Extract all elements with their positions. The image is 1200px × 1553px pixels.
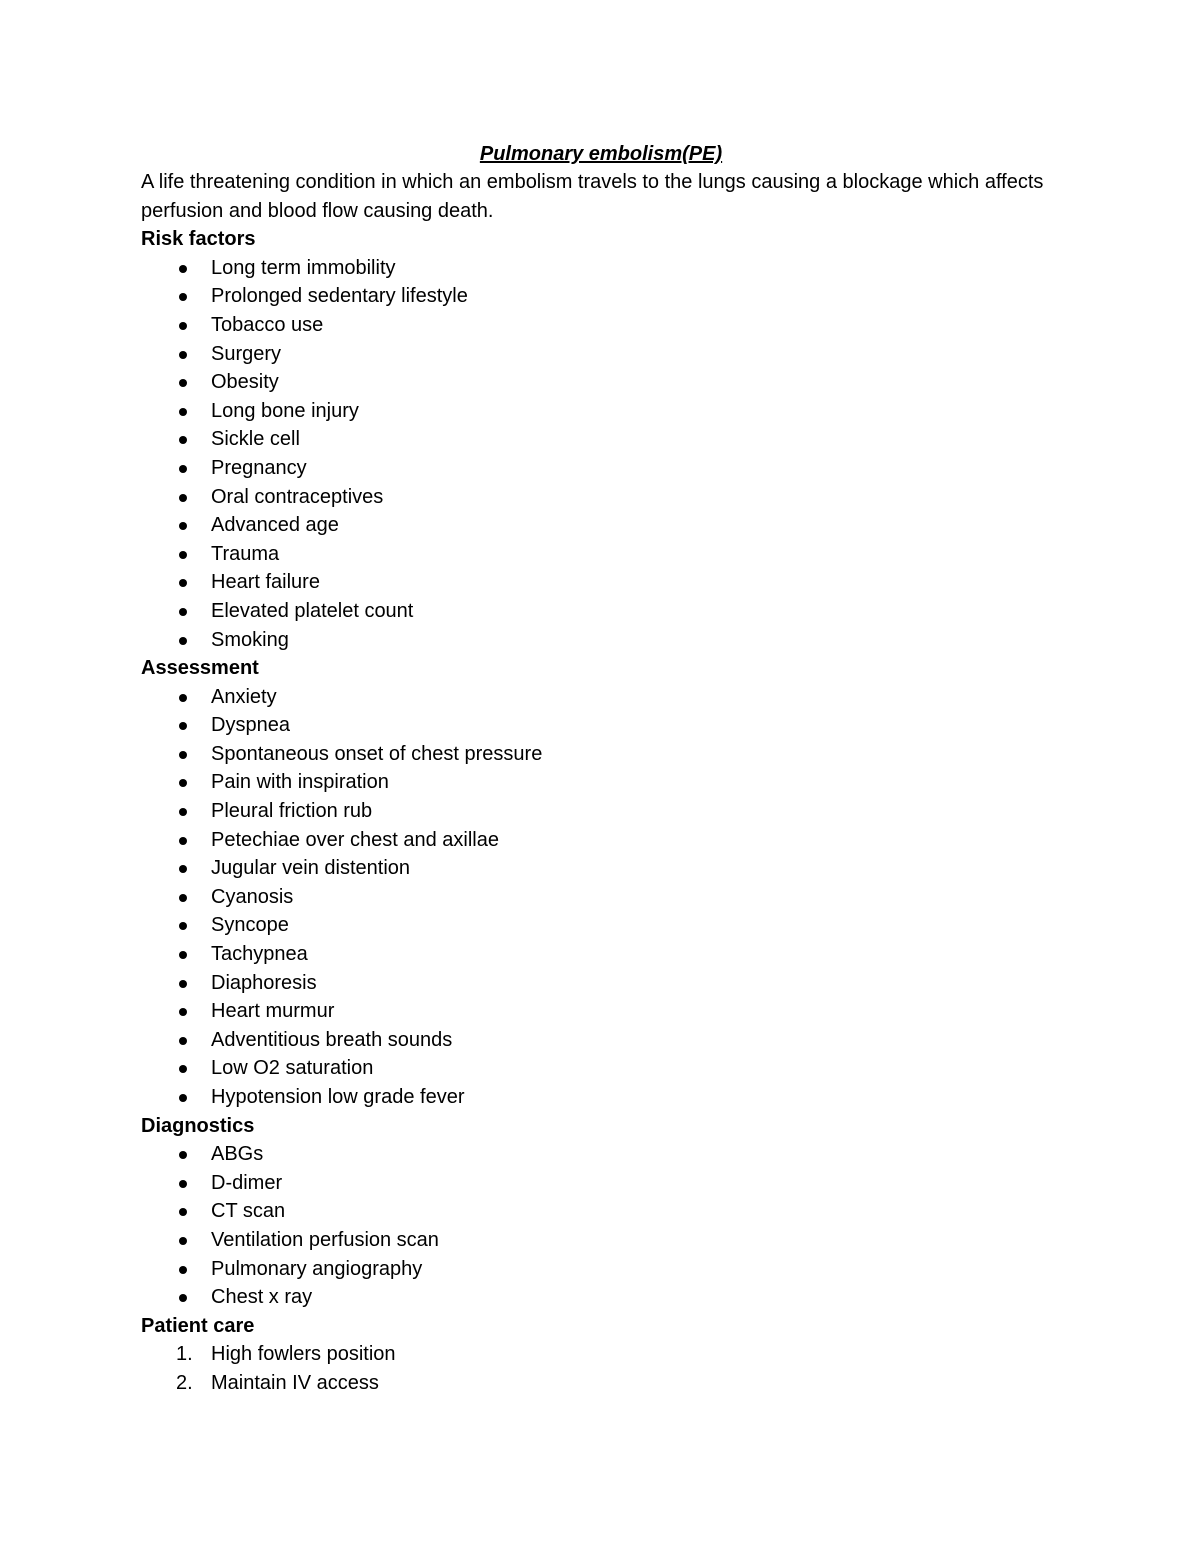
list-item	[141, 1169, 1061, 1198]
bullet-icon	[179, 637, 187, 645]
bullet-icon	[179, 694, 187, 702]
list-item-text: Smoking	[211, 628, 289, 651]
section-heading: Risk factors	[141, 228, 256, 251]
list-item	[141, 454, 1061, 483]
list-item	[141, 397, 1061, 426]
list-item-text: Long bone injury	[211, 399, 359, 422]
list-item	[141, 740, 1061, 769]
bullet-icon	[179, 779, 187, 787]
list-item-text: Anxiety	[211, 685, 277, 708]
numbered-list	[141, 1340, 1061, 1397]
list-item	[141, 883, 1061, 912]
list-item-text: Jugular vein distention	[211, 857, 411, 880]
list-number: 1.	[176, 1343, 193, 1366]
bullet-icon	[179, 1266, 187, 1274]
list-item	[141, 826, 1061, 855]
list-item	[141, 254, 1061, 283]
section-diagnostics	[141, 1112, 1061, 1312]
list-item-text: Pain with inspiration	[211, 771, 389, 794]
list-item-text: Dyspnea	[211, 714, 290, 737]
bullet-icon	[179, 1094, 187, 1102]
list-item-text: Hypotension low grade fever	[211, 1086, 465, 1108]
list-item-text: ABGs	[211, 1143, 264, 1166]
list-item-text: Chest x ray	[211, 1286, 313, 1309]
list-item-text: High fowlers position	[211, 1343, 396, 1366]
bullet-icon	[179, 1037, 187, 1045]
list-item-text: Obesity	[211, 371, 279, 394]
list-item-text: Pregnancy	[211, 456, 307, 479]
bullet-icon	[179, 837, 187, 845]
bullet-icon	[179, 722, 187, 730]
list-item	[141, 969, 1061, 998]
list-item-text: Surgery	[211, 342, 282, 365]
intro-paragraph: A life threatening condition in which an embolism travels to the lungs causing a blockage which affects perfusion and blood flow causing death.	[141, 171, 1044, 222]
list-item	[141, 282, 1061, 311]
list-item	[141, 1140, 1061, 1169]
section-heading: Assessment	[141, 657, 259, 680]
list-item-text: Prolonged sedentary lifestyle	[211, 285, 468, 308]
list-item	[141, 1197, 1061, 1226]
bullet-icon	[179, 265, 187, 273]
list-item	[141, 997, 1061, 1026]
list-item-text: Sickle cell	[211, 428, 300, 451]
bullet-icon	[179, 951, 187, 959]
list-item	[141, 797, 1061, 826]
bullet-icon	[179, 1237, 187, 1245]
list-item	[141, 1054, 1061, 1083]
list-item	[141, 1340, 1061, 1369]
list-item-text: Heart murmur	[211, 1000, 335, 1023]
list-item-text: Long term immobility	[211, 256, 396, 279]
list-item	[141, 540, 1061, 569]
list-item-text: Petechiae over chest and axillae	[211, 828, 499, 851]
list-item	[141, 483, 1061, 512]
bullet-list	[141, 683, 1061, 1112]
bullet-icon	[179, 1208, 187, 1216]
section-risk-factors	[141, 225, 1061, 654]
list-item-text: Pulmonary angiography	[211, 1257, 423, 1280]
bullet-icon	[179, 608, 187, 616]
list-item-text: Ventilation perfusion scan	[211, 1228, 439, 1251]
list-item-text: Low O2 saturation	[211, 1057, 374, 1080]
list-item	[141, 1026, 1061, 1055]
list-item	[141, 511, 1061, 540]
list-item	[141, 626, 1061, 655]
list-item-text: Heart failure	[211, 571, 320, 594]
list-item	[141, 940, 1061, 969]
bullet-icon	[179, 494, 187, 502]
list-item-text: Elevated platelet count	[211, 599, 414, 622]
list-item	[141, 911, 1061, 940]
bullet-icon	[179, 894, 187, 902]
list-number: 2.	[176, 1371, 193, 1394]
bullet-icon	[179, 579, 187, 587]
list-item-text: Diaphoresis	[211, 971, 317, 994]
bullet-icon	[179, 1180, 187, 1188]
bullet-icon	[179, 522, 187, 530]
list-item	[141, 1255, 1061, 1284]
section-heading: Patient care	[141, 1314, 255, 1337]
list-item	[141, 1283, 1061, 1312]
list-item-text: CT scan	[211, 1200, 286, 1223]
document-title: Pulmonary embolism(PE)	[479, 143, 723, 165]
bullet-icon	[179, 322, 187, 330]
list-item-text: Adventitious breath sounds	[211, 1028, 453, 1051]
bullet-icon	[179, 1151, 187, 1159]
bullet-list	[141, 1140, 1061, 1312]
bullet-icon	[179, 865, 187, 873]
list-item-text: Maintain IV access	[211, 1371, 379, 1394]
list-item	[141, 311, 1061, 340]
section-assessment	[141, 654, 1061, 1112]
bullet-icon	[179, 980, 187, 988]
list-item-text: Oral contraceptives	[211, 485, 384, 508]
list-item-text: Trauma	[211, 542, 280, 565]
list-item	[141, 597, 1061, 626]
bullet-icon	[179, 922, 187, 930]
list-item-text: Syncope	[211, 914, 289, 937]
bullet-icon	[179, 1065, 187, 1073]
bullet-icon	[179, 408, 187, 416]
bullet-icon	[179, 751, 187, 759]
bullet-icon	[179, 436, 187, 444]
list-item-text: Tobacco use	[211, 313, 324, 336]
bullet-icon	[179, 379, 187, 387]
list-item	[141, 425, 1061, 454]
section-heading: Diagnostics	[141, 1114, 255, 1137]
document-page	[141, 140, 1061, 1398]
list-item	[141, 711, 1061, 740]
list-item	[141, 854, 1061, 883]
list-item	[141, 340, 1061, 369]
list-item	[141, 768, 1061, 797]
list-item	[141, 368, 1061, 397]
bullet-icon	[179, 351, 187, 359]
bullet-icon	[179, 1008, 187, 1016]
bullet-icon	[179, 808, 187, 816]
list-item	[141, 683, 1061, 712]
list-item	[141, 1226, 1061, 1255]
bullet-icon	[179, 1294, 187, 1302]
list-item	[141, 568, 1061, 597]
section-patient-care	[141, 1312, 1061, 1398]
bullet-icon	[179, 551, 187, 559]
list-item-text: D-dimer	[211, 1171, 283, 1194]
bullet-icon	[179, 465, 187, 473]
list-item	[141, 1083, 1061, 1112]
bullet-icon	[179, 293, 187, 301]
list-item-text: Tachypnea	[211, 943, 308, 966]
list-item-text: Pleural friction rub	[211, 800, 373, 823]
list-item-text: Cyanosis	[211, 885, 294, 908]
list-item-text: Advanced age	[211, 514, 339, 537]
list-item	[141, 1369, 1061, 1398]
list-item-text: Spontaneous onset of chest pressure	[211, 742, 543, 765]
bullet-list	[141, 254, 1061, 654]
